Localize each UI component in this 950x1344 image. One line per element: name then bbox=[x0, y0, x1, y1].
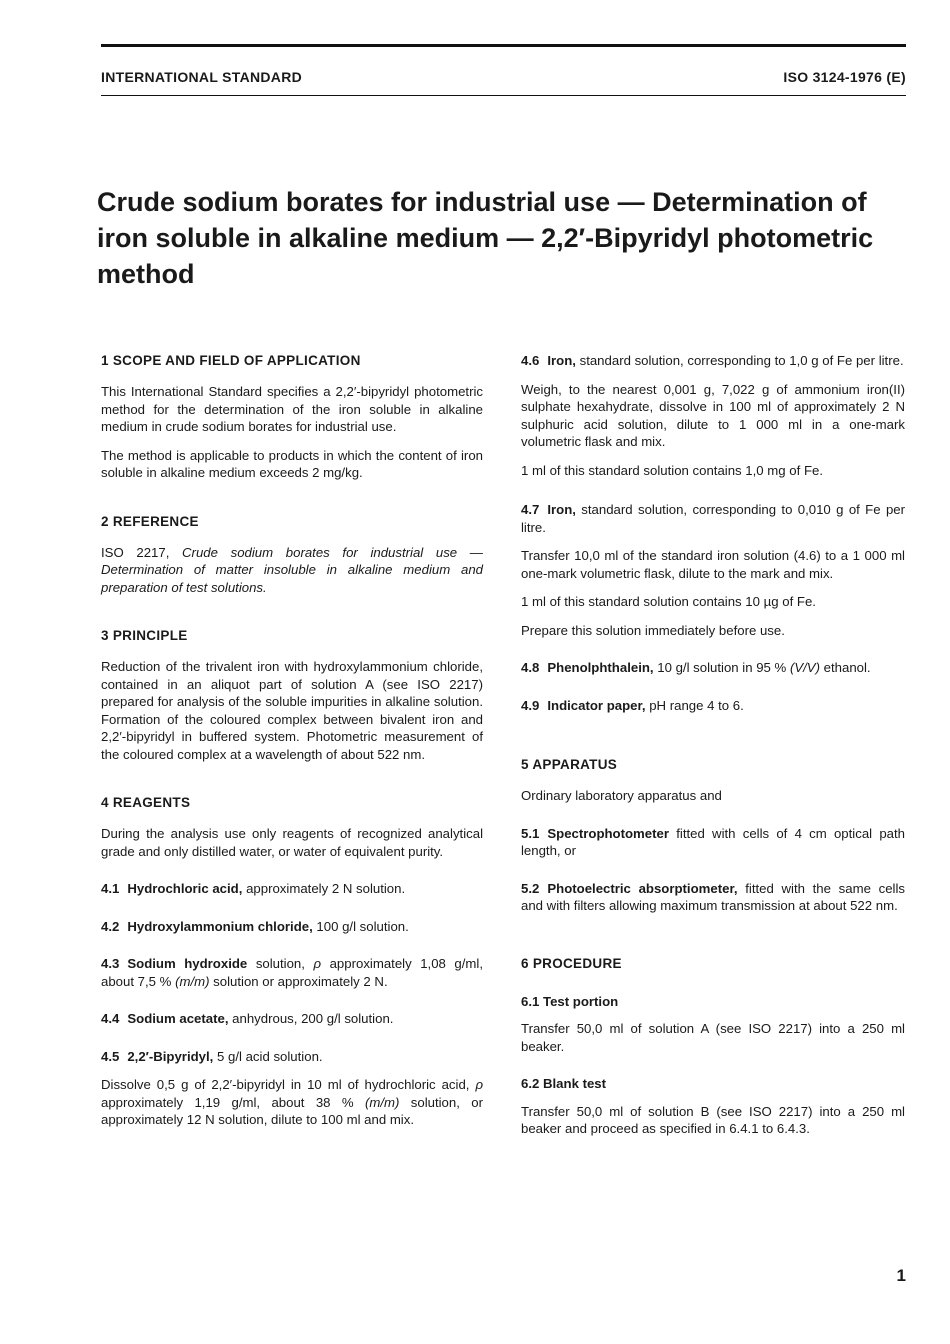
header-bottom-rule bbox=[101, 95, 906, 96]
reagent-number: 4.7 bbox=[521, 502, 540, 517]
section-4-intro: During the analysis use only reagents of recognized analytical grade and only distilled water, or water of equivalent purity. bbox=[101, 826, 483, 859]
preparation-text: approximately 1,19 g/ml, about 38 % bbox=[101, 1094, 354, 1110]
reagent-number: 4.9 bbox=[521, 697, 540, 713]
reagent-text: standard solution, corresponding to 1,0 g of Fe per litre. bbox=[579, 353, 904, 368]
reagent-number: 4.8 bbox=[521, 660, 540, 675]
reagent-4-1 bbox=[101, 880, 483, 898]
apparatus-text: fitted with cells of 4 cm optical path length, or bbox=[521, 825, 905, 858]
reagent-text: solution, bbox=[255, 956, 305, 971]
reagent-4-7-content: 1 ml of this standard solution contains 10 µg of Fe. bbox=[521, 594, 816, 609]
section-2-reference bbox=[101, 544, 483, 597]
apparatus-text: fitted with the same cells and with filters allowing maximum transmission at about 522 nm. bbox=[521, 880, 905, 913]
reagent-text: standard solution, corresponding to 0,010 g of Fe per litre. bbox=[521, 502, 905, 535]
subsection-6-2-text: Transfer 50,0 ml of solution B (see ISO 2217) into a 250 ml beaker and proceed as specified in 6.4.1 to 6.4.3. bbox=[521, 1103, 905, 1136]
page-number: 1 bbox=[896, 1266, 906, 1285]
reagent-4-4 bbox=[101, 1010, 483, 1028]
reagent-name: 2,2′-Bipyridyl, bbox=[127, 1048, 214, 1064]
reagent-name: Hydroxylammonium chloride, bbox=[127, 918, 313, 934]
reagent-text: ethanol. bbox=[823, 660, 871, 675]
reagent-number: 4.1 bbox=[101, 881, 120, 896]
reagent-text: 100 g/l solution. bbox=[316, 918, 409, 934]
section-1-heading: 1 SCOPE AND FIELD OF APPLICATION bbox=[101, 353, 361, 368]
reagent-4-6 bbox=[521, 352, 905, 370]
right-column bbox=[521, 352, 905, 1149]
reagent-unit: (m/m) bbox=[175, 973, 210, 989]
reagent-4-5 bbox=[101, 1048, 483, 1066]
reagent-number: 4.6 bbox=[521, 353, 540, 368]
document-type-label: INTERNATIONAL STANDARD bbox=[101, 69, 303, 85]
section-2-heading: 2 REFERENCE bbox=[101, 513, 199, 529]
reagent-text: approximately 1,08 g/ml, about 7,5 % bbox=[101, 956, 484, 989]
reagent-4-5-preparation bbox=[101, 1076, 483, 1129]
density-symbol: ρ bbox=[313, 956, 322, 971]
reagent-text: solution or approximately 2 N. bbox=[213, 973, 388, 989]
reagent-number: 4.3 bbox=[101, 956, 120, 971]
reagent-text: pH range 4 to 6. bbox=[649, 697, 744, 713]
preparation-unit: (m/m) bbox=[364, 1094, 400, 1110]
standard-number: ISO 3124-1976 (E) bbox=[783, 69, 906, 85]
reagent-4-3 bbox=[101, 955, 483, 990]
reagent-4-6-content: 1 ml of this standard solution contains 1,0 mg of Fe. bbox=[521, 462, 824, 478]
reference-title: Crude sodium borates for industrial use — Determination of matter insoluble in alkaline medium and preparation of test solutions. bbox=[101, 544, 483, 595]
reference-id: ISO 2217, bbox=[101, 544, 170, 560]
reagent-number: 4.2 bbox=[101, 918, 120, 934]
section-3-heading: 3 PRINCIPLE bbox=[101, 628, 188, 643]
reagent-4-7-note: Prepare this solution immediately before use. bbox=[521, 622, 785, 638]
reagent-name: Sodium acetate, bbox=[127, 1011, 229, 1026]
header-top-rule bbox=[101, 44, 906, 47]
reagent-4-6-preparation: Weigh, to the nearest 0,001 g, 7,022 g of ammonium iron(II) sulphate hexahydrate, dissolve in 100 ml of approximately 2 N sulphuric acid solution, dilute to 1 000 ml in a one-mark volumetric flask and mix. bbox=[521, 381, 905, 449]
section-3-paragraph: Reduction of the trivalent iron with hydroxylammonium chloride, contained in an aliquot part of solution A (see ISO 2217) prepared for analysis of the soluble impurities in alkaline solution. Formation of the coloured complex between bivalent iron and 2,2′-bipyridyl in buffered system. Photometric measurement of the coloured complex at a wavelength of about 522 nm. bbox=[101, 659, 483, 762]
section-4-heading: 4 REAGENTS bbox=[101, 795, 191, 810]
preparation-text: Dissolve 0,5 g of 2,2′-bipyridyl in 10 ml of hydrochloric acid, bbox=[101, 1077, 470, 1092]
subsection-6-1-heading: 6.1 Test portion bbox=[521, 993, 619, 1009]
apparatus-5-1 bbox=[521, 825, 905, 860]
apparatus-name: Spectrophotometer bbox=[547, 825, 669, 841]
reagent-text: 10 g/l solution in 95 % bbox=[657, 660, 787, 675]
reagent-name: Hydrochloric acid, bbox=[127, 881, 243, 896]
reagent-name: Indicator paper, bbox=[547, 697, 646, 713]
section-5-intro: Ordinary laboratory apparatus and bbox=[521, 788, 722, 803]
page-title: Crude sodium borates for industrial use — Determination of iron soluble in alkaline medium — 2,2′-Bipyridyl photometric method bbox=[97, 187, 874, 289]
reagent-text: anhydrous, 200 g/l solution. bbox=[232, 1011, 394, 1026]
reagent-4-9 bbox=[521, 697, 905, 715]
reagent-unit: (V/V) bbox=[789, 660, 820, 675]
reagent-4-2 bbox=[101, 918, 483, 936]
density-symbol: ρ bbox=[475, 1077, 483, 1092]
apparatus-5-2 bbox=[521, 880, 905, 915]
section-1-paragraph-2: The method is applicable to products in which the content of iron soluble in alkaline medium exceeds 2 mg/kg. bbox=[101, 447, 483, 480]
apparatus-name: Photoelectric absorptiometer, bbox=[547, 880, 738, 896]
left-column bbox=[101, 352, 483, 1140]
reagent-4-8 bbox=[521, 659, 905, 677]
subsection-6-1-text: Transfer 50,0 ml of solution A (see ISO 2217) into a 250 ml beaker. bbox=[521, 1021, 905, 1054]
reagent-name: Iron, bbox=[547, 502, 576, 517]
section-1-paragraph-1: This International Standard specifies a 2,2′-bipyridyl photometric method for the determination of the iron soluble in alkaline medium in crude sodium borates for industrial use. bbox=[101, 384, 483, 434]
reagent-4-7-preparation: Transfer 10,0 ml of the standard iron solution (4.6) to a 1 000 ml one-mark volumetric flask, dilute to the mark and mix. bbox=[521, 548, 905, 581]
reagent-number: 4.4 bbox=[101, 1011, 120, 1026]
apparatus-number: 5.1 bbox=[521, 825, 540, 841]
reagent-name: Sodium hydroxide bbox=[127, 956, 248, 971]
preparation-text: solution, or approximately 12 N solution, dilute to 100 ml and mix. bbox=[101, 1094, 483, 1127]
reagent-name: Iron, bbox=[547, 353, 576, 368]
reagent-text: approximately 2 N solution. bbox=[246, 881, 406, 896]
section-5-heading: 5 APPARATUS bbox=[521, 757, 618, 772]
section-6-heading: 6 PROCEDURE bbox=[521, 955, 622, 971]
subsection-6-2-heading: 6.2 Blank test bbox=[521, 1076, 607, 1091]
reagent-name: Phenolphthalein, bbox=[547, 660, 654, 675]
apparatus-number: 5.2 bbox=[521, 880, 540, 896]
reagent-4-7 bbox=[521, 501, 905, 536]
reagent-number: 4.5 bbox=[101, 1048, 120, 1064]
reagent-text: 5 g/l acid solution. bbox=[217, 1048, 323, 1064]
